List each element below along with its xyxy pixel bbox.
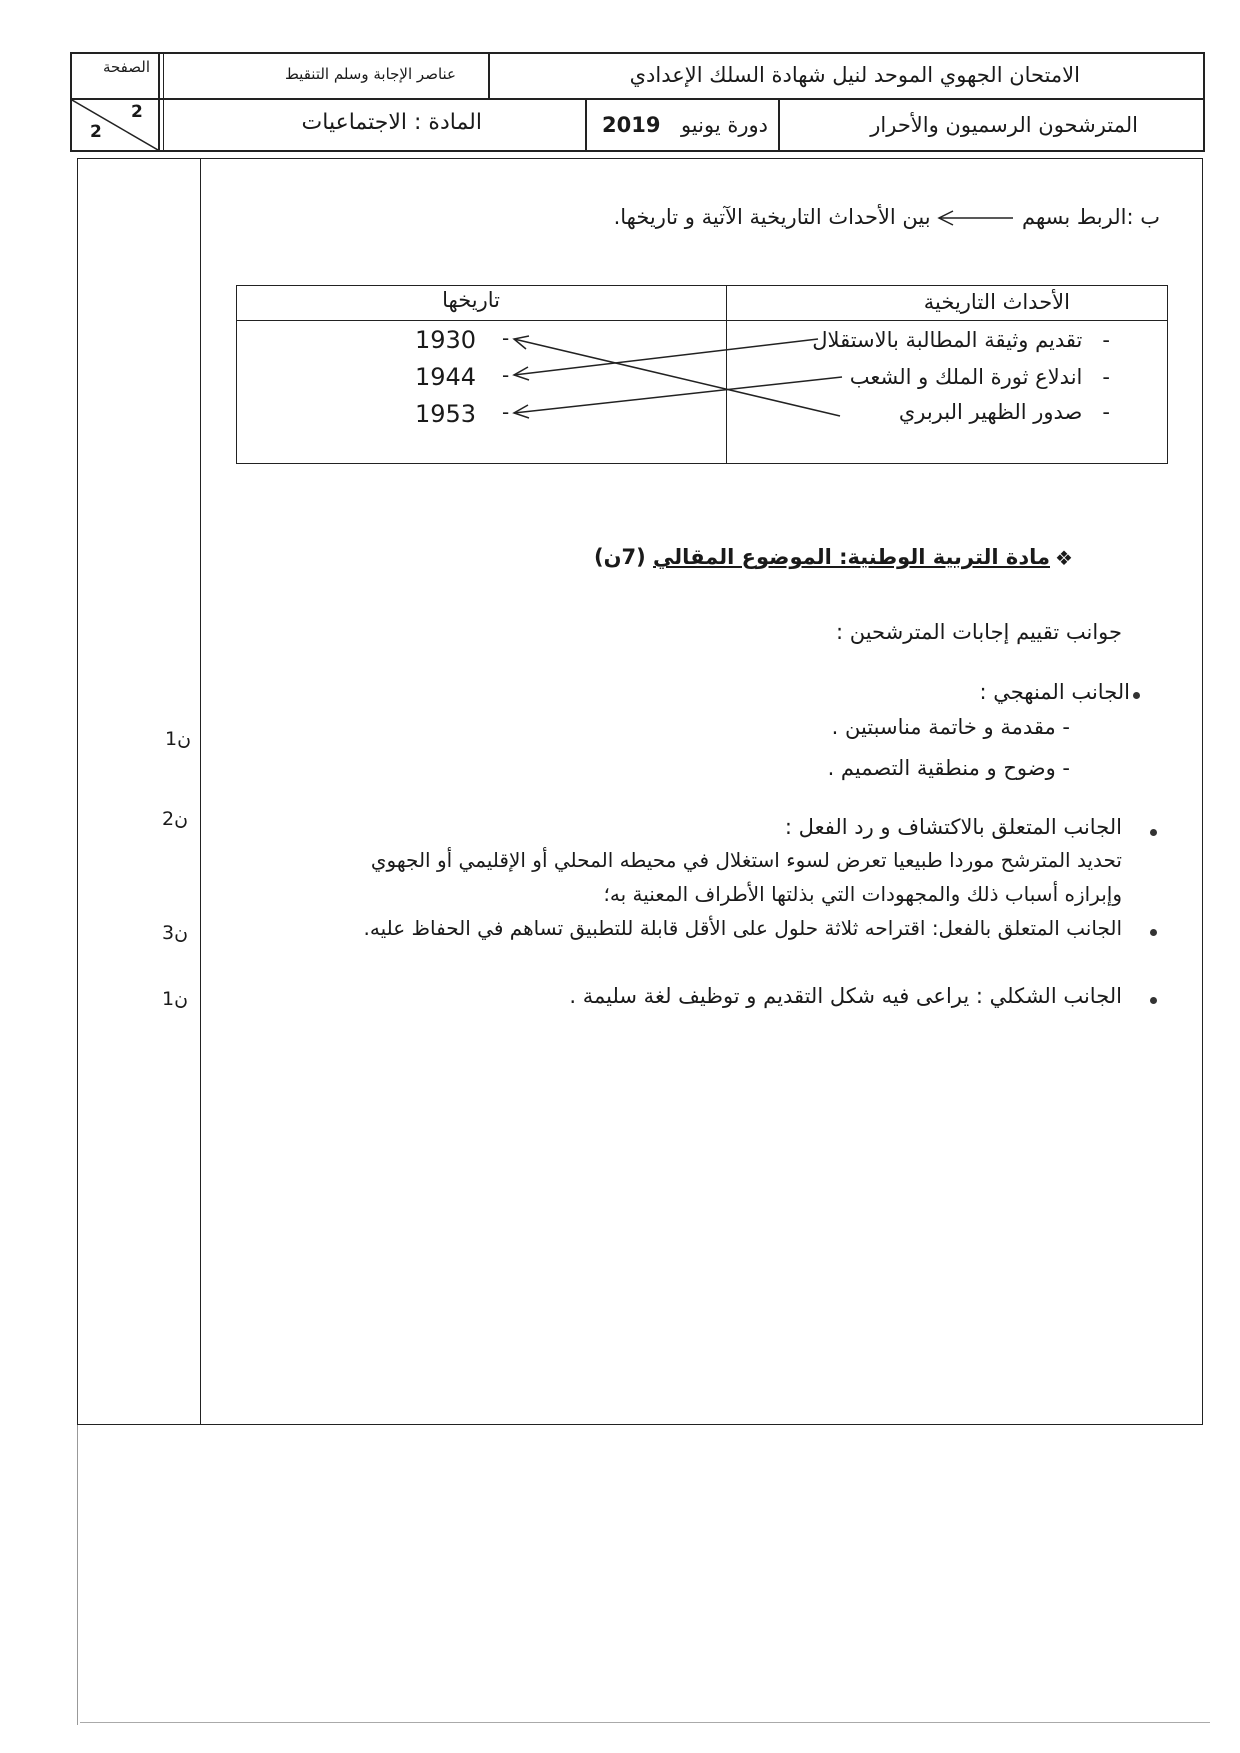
eval-intro: جوانب تقييم إجابات المترشحين :	[835, 620, 1122, 644]
bullet-icon	[1133, 692, 1140, 699]
methodical-item: - مقدمة و خاتمة مناسبتين .	[831, 715, 1070, 739]
page-diagonal	[72, 100, 158, 150]
section-label: عناصر الإجابة وسلم التنقيط	[284, 65, 456, 83]
bullet-icon	[1150, 829, 1157, 836]
arrow-line	[514, 339, 840, 416]
arrow-right-icon	[937, 209, 1015, 227]
civics-points: (7ن)	[593, 545, 646, 569]
event-item: - تقديم وثيقة المطالبة بالاستقلال	[812, 328, 1110, 352]
date-dash: -	[502, 326, 510, 350]
diamond-bullet-icon: ❖	[1055, 546, 1073, 570]
methodical-item: - وضوح و منطقية التصميم .	[827, 756, 1070, 780]
bullet-icon	[1150, 997, 1157, 1004]
methodical-title: الجانب المنهجي :	[979, 680, 1130, 704]
event-item: - اندلاع ثورة الملك و الشعب	[849, 365, 1110, 389]
page-current: 2	[131, 102, 143, 122]
exam-title: الامتحان الجهوي الموحد لنيل شهادة السلك الإعدادي	[629, 63, 1080, 87]
arrow-line	[514, 339, 818, 375]
subject-label: المادة : الاجتماعيات	[301, 110, 482, 135]
question-b	[530, 205, 1160, 229]
discovery-line: وإبرازه أسباب ذلك والمجهودات التي بذلتها الأطراف المعنية به؛	[603, 882, 1122, 906]
date-dash: -	[502, 363, 510, 387]
arrow-line	[514, 377, 842, 413]
page-total: 2	[90, 122, 102, 142]
score-action: 3ن	[162, 922, 189, 944]
discovery-title: الجانب المتعلق بالاكتشاف و رد الفعل :	[784, 815, 1122, 839]
page-label: الصفحة	[102, 58, 150, 76]
candidates-label: المترشحون الرسميون والأحرار	[870, 113, 1138, 137]
col-events-header: الأحداث التاريخية	[923, 290, 1070, 314]
matching-arrows	[500, 320, 860, 430]
action-line: الجانب المتعلق بالفعل: اقتراحه ثلاثة حلول على الأقل قابلة للتطبيق تساهم في الحفاظ عليه.	[363, 916, 1122, 940]
score-discovery: 2ن	[162, 808, 189, 830]
question-b-prefix: ب :الربط بسهم	[1021, 205, 1160, 229]
formal-line: الجانب الشكلي : يراعى فيه شكل التقديم و توظيف لغة سليمة .	[569, 984, 1122, 1008]
date-item: 1930	[415, 326, 477, 354]
event-item: - صدور الظهير البربري	[898, 400, 1110, 424]
discovery-line: تحديد المترشح موردا طبيعيا تعرض لسوء استغلال في محيطه المحلي أو الإقليمي أو الجهوي	[370, 848, 1122, 872]
bullet-icon	[1150, 929, 1157, 936]
date-item: 1953	[415, 400, 477, 428]
score-methodical: 1ن	[165, 728, 192, 750]
date-dash: -	[502, 400, 510, 424]
civics-title: مادة التربية الوطنية: الموضوع المقالي	[653, 545, 1050, 569]
col-dates-header: تاريخها	[442, 288, 500, 312]
date-item: 1944	[415, 363, 477, 391]
civics-title-row	[593, 545, 1050, 569]
session-year: 2019	[602, 113, 661, 137]
question-b-instruction: بين الأحداث التاريخية الآتية و تاريخها.	[613, 205, 931, 229]
session-label: دورة يونيو	[680, 113, 768, 137]
score-formal: 1ن	[162, 988, 189, 1010]
